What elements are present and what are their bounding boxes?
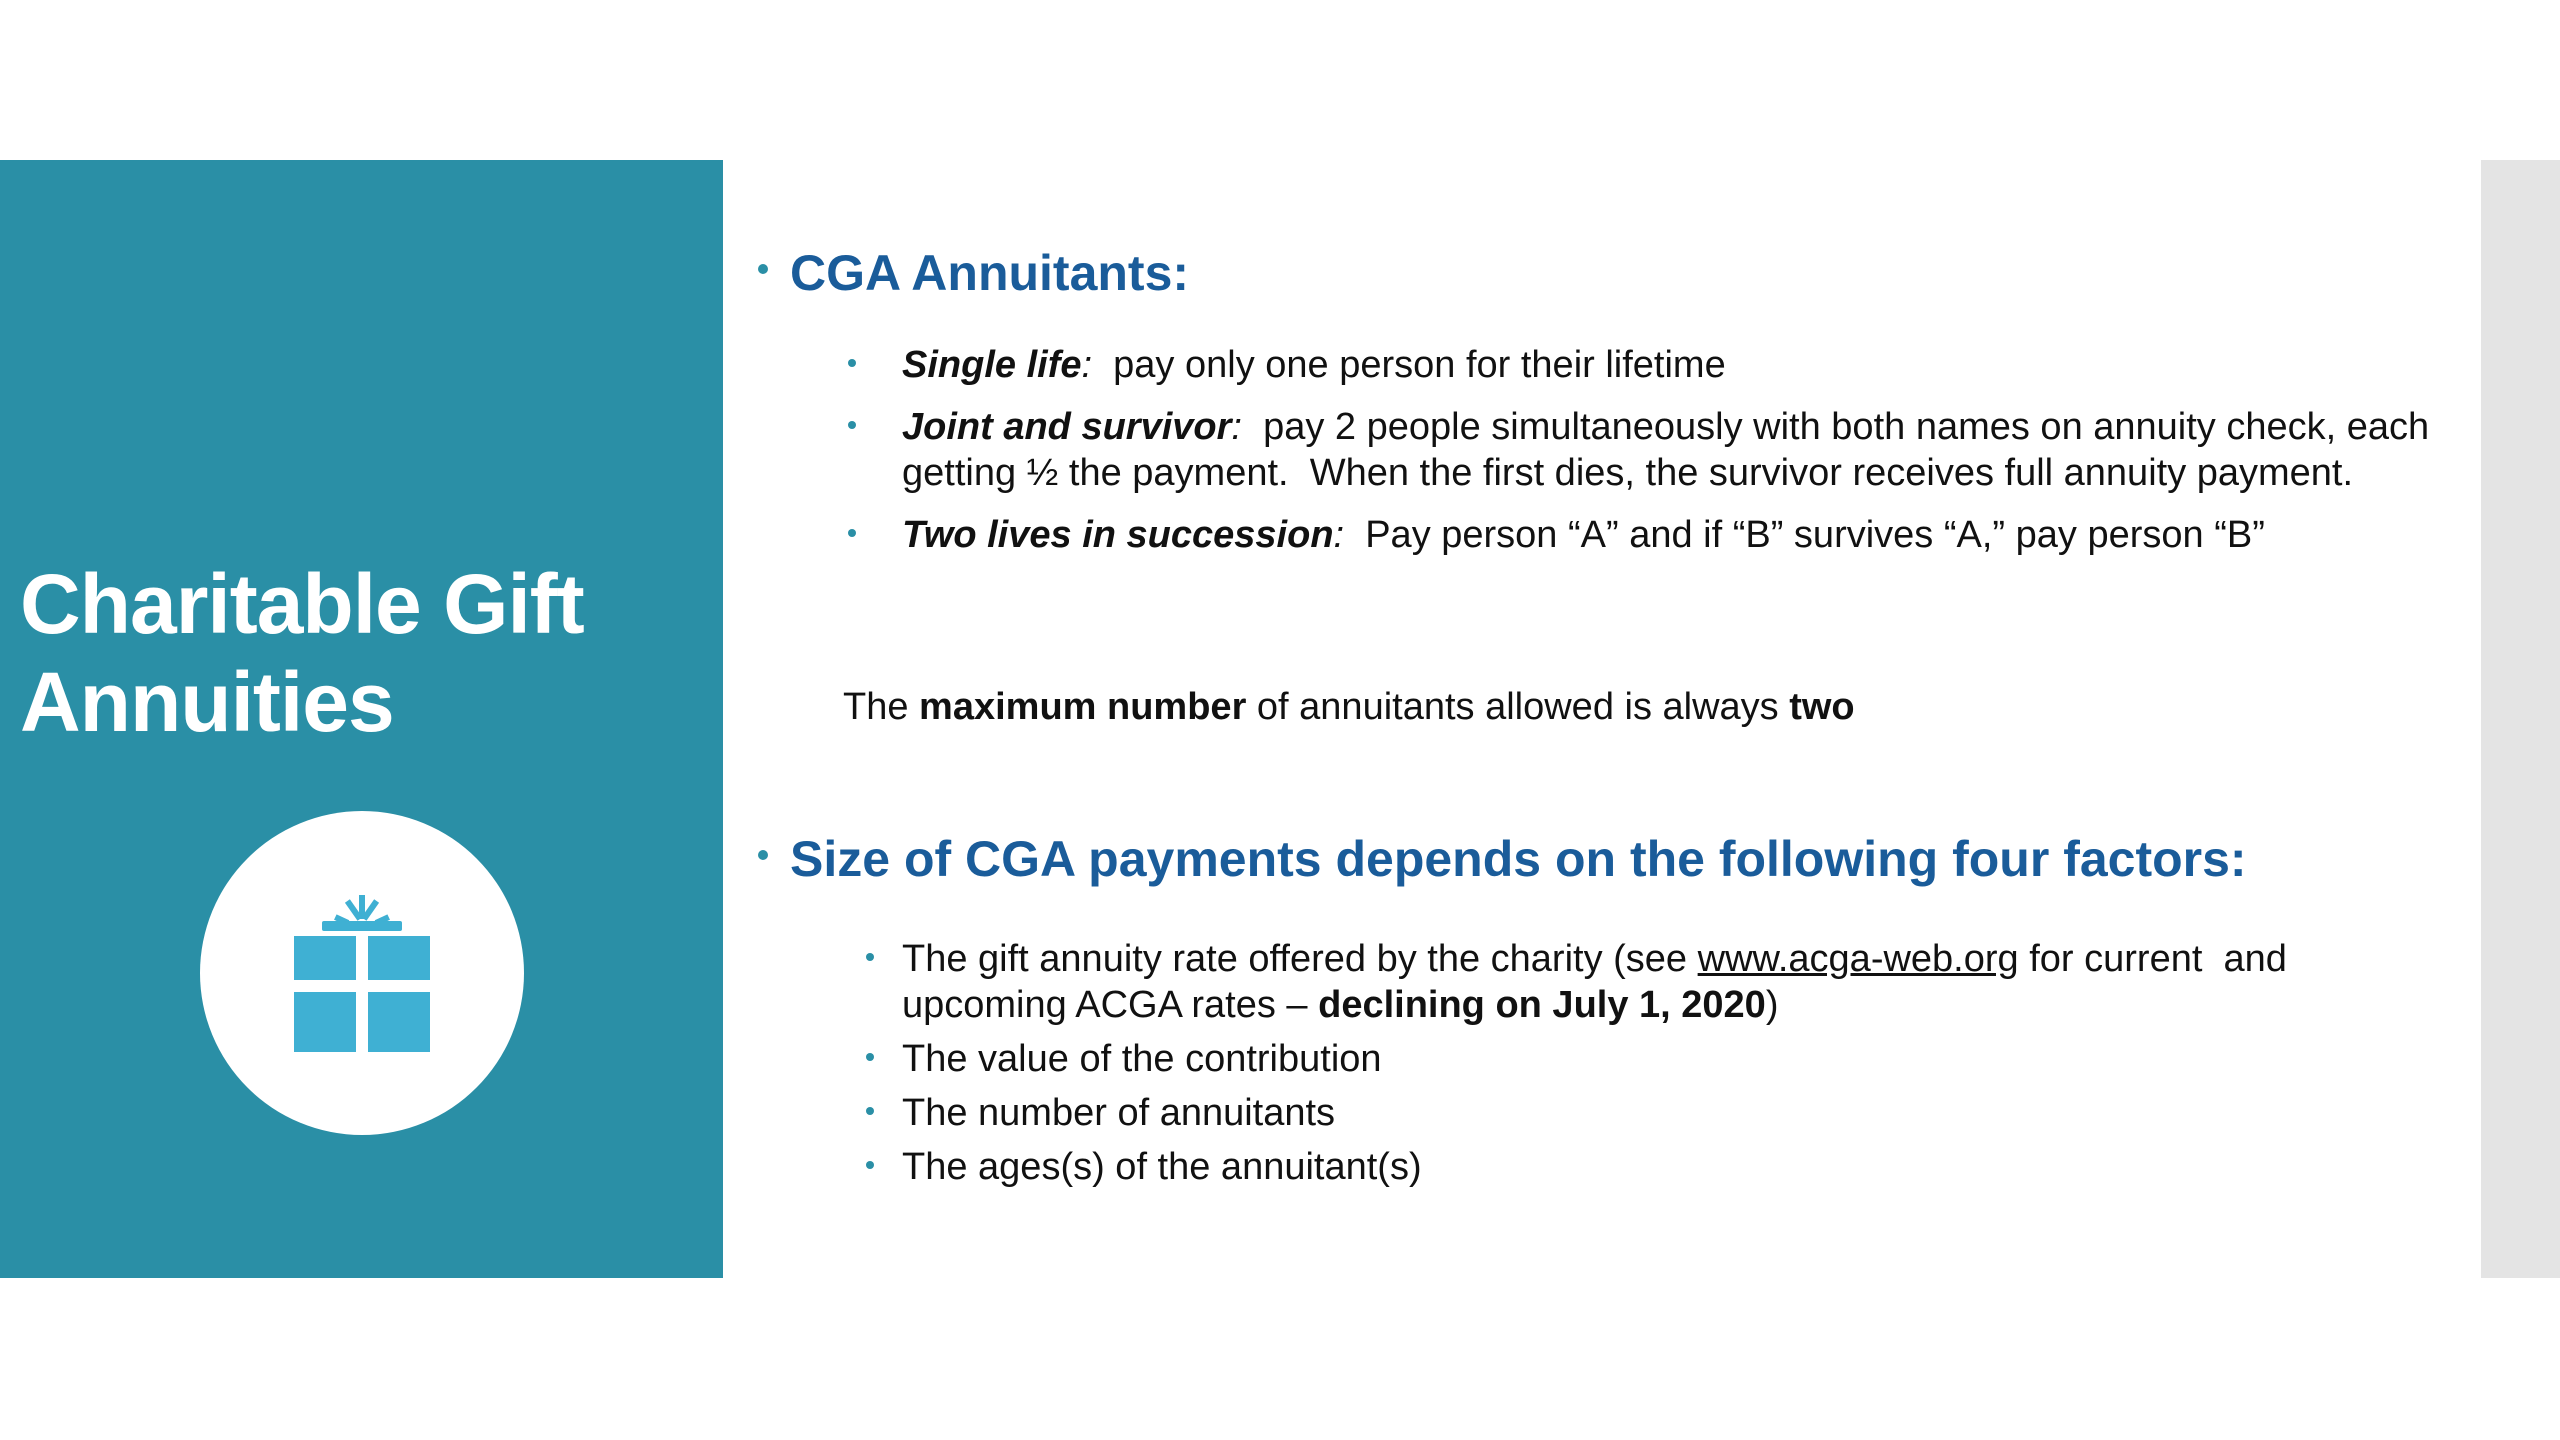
section-heading-annuitants (752, 243, 1189, 303)
note-text: of annuitants allowed is always (1246, 686, 1790, 728)
content-area (752, 0, 2472, 1440)
list-item (902, 1090, 2442, 1136)
factor-text: The value of the contribution (902, 1038, 1382, 1080)
list-item (902, 936, 2442, 1028)
bullet-icon (848, 359, 856, 367)
list-item (902, 512, 2442, 558)
bullet-icon (866, 953, 874, 961)
bullet-icon (866, 1161, 874, 1169)
bullet-icon (758, 264, 768, 274)
list-item (902, 342, 2442, 388)
side-strip (2481, 160, 2560, 1278)
item-colon: : (1081, 344, 1093, 386)
bullet-icon (758, 850, 768, 860)
annuitant-types-list (902, 342, 2442, 574)
note-bold: two (1789, 686, 1855, 728)
slide-title: Charitable Gift Annuities (20, 557, 584, 749)
factor-text: The number of annuitants (902, 1092, 1336, 1134)
heading-text: Size of CGA payments depends on the following four factors: (790, 831, 2247, 887)
item-term: Joint and survivor (902, 406, 1232, 448)
factor-text: The ages(s) of the annuitant(s) (902, 1146, 1422, 1188)
factor-text: ) (1765, 984, 1779, 1026)
acga-link[interactable]: www.acga-web.org (1697, 938, 2019, 980)
gift-icon (200, 811, 524, 1135)
item-text: Pay person “A” and if “B” survives “A,” pay person “B” (1344, 514, 2265, 556)
note-text: The (843, 686, 920, 728)
heading-text: CGA Annuitants: (790, 245, 1190, 301)
item-text: pay only one person for their lifetime (1092, 344, 1726, 386)
bullet-icon (848, 421, 856, 429)
item-text: pay 2 people simultaneously with both names on annuity check, each getting ½ the payment. When the first dies, the survivor receives full annuity payment. (902, 406, 2440, 494)
icon-circle (200, 811, 524, 1135)
item-term: Single life (902, 344, 1082, 386)
factor-bold: declining on July 1, 2020 (1318, 984, 1766, 1026)
section-heading-factors (752, 829, 2247, 889)
factor-text: The gift annuity rate offered by the charity (see (902, 938, 1698, 980)
item-colon: : (1333, 514, 1345, 556)
factor-text: for current and upcoming ACGA rates – (902, 938, 2298, 1026)
bullet-icon (866, 1053, 874, 1061)
item-term: Two lives in succession (902, 514, 1334, 556)
max-annuitants-note (843, 684, 1855, 730)
list-item (902, 1036, 2442, 1082)
bullet-icon (866, 1107, 874, 1115)
title-panel (0, 160, 723, 1278)
item-colon: : (1231, 406, 1242, 448)
note-bold: maximum number (919, 686, 1247, 728)
factors-list (902, 936, 2442, 1198)
list-item (902, 1144, 2442, 1190)
list-item (902, 404, 2442, 496)
bullet-icon (848, 529, 856, 537)
